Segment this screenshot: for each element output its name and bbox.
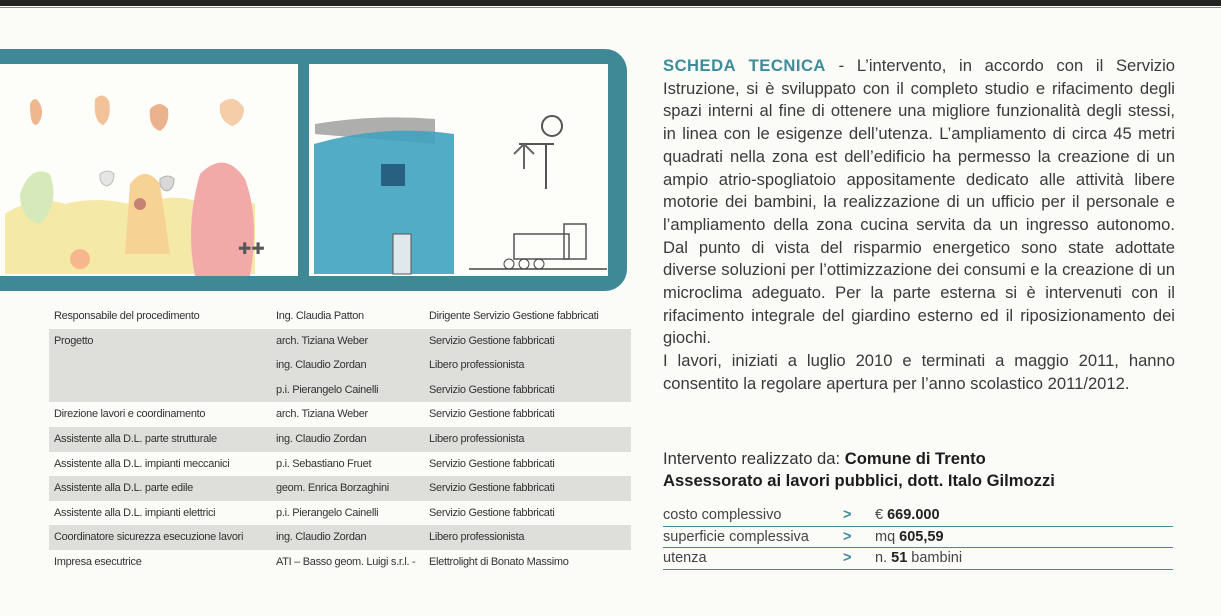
- credit-role: Progetto: [54, 334, 94, 347]
- drawings-frame: [0, 49, 627, 291]
- credit-organization: Servizio Gestione fabbricati: [429, 457, 555, 470]
- stat-label: utenza: [663, 550, 707, 566]
- stat-value: [875, 550, 962, 566]
- realized-by-block: [663, 448, 1183, 492]
- credit-role: Assistente alla D.L. impianti meccanici: [54, 457, 230, 470]
- stat-value-number: 605,59: [899, 528, 944, 545]
- table-row: [49, 550, 631, 575]
- credit-role: Coordinatore sicurezza esecuzione lavori: [54, 531, 244, 544]
- stat-arrow: >: [843, 507, 852, 523]
- stat-value-number: 51: [891, 550, 908, 566]
- credit-name: geom. Enrica Borzaghini: [276, 482, 389, 495]
- stat-value: [875, 529, 944, 545]
- credit-name: arch. Tiziana Weber: [276, 334, 368, 347]
- credit-organization: Libero professionista: [429, 432, 525, 445]
- technical-sheet: [663, 55, 1175, 396]
- credit-name: ing. Claudio Zordan: [276, 432, 367, 445]
- stat-arrow: >: [843, 550, 852, 566]
- credit-role: Direzione lavori e coordinamento: [54, 408, 206, 421]
- credit-organization: Libero professionista: [429, 359, 525, 372]
- stat-value-number: 669.000: [887, 507, 940, 523]
- realized-by-entity: Comune di Trento: [844, 449, 986, 468]
- realized-by-label: Intervento realizzato da:: [663, 449, 845, 468]
- stat-row: [663, 505, 1173, 527]
- credit-role: Impresa esecutrice: [54, 555, 142, 568]
- project-stats: [663, 505, 1173, 570]
- table-row: [49, 402, 631, 427]
- table-row: [49, 525, 631, 550]
- table-row: [49, 452, 631, 477]
- credit-organization: Servizio Gestione fabbricati: [429, 408, 555, 421]
- credit-name: ing. Claudio Zordan: [276, 531, 367, 544]
- table-row: [49, 353, 631, 378]
- credit-name: p.i. Pierangelo Cainelli: [276, 506, 379, 519]
- stat-arrow: >: [843, 528, 852, 545]
- credit-organization: Elettrolight di Bonato Massimo: [429, 555, 569, 568]
- credit-organization: Servizio Gestione fabbricati: [429, 482, 555, 495]
- stat-value: [875, 507, 940, 523]
- credit-organization: Servizio Gestione fabbricati: [429, 506, 555, 519]
- child-drawing-classroom: [0, 64, 298, 276]
- technical-sheet-body: - L’intervento, in accordo con il Servizio Istruzione, si è sviluppato con il completo studio e rifacimento degli spazi interni al fine di ottenere una migliore funzionalità degli stessi, in linea con le esigenze dell’utenza. L’ampliamento di circa 45 metri quadrati nella zona est dell’edificio ha permesso la creazione di un ampio atrio-spogliatoio appositamente dedicato alle attività libere motorie dei bambini, la realizzazione di un ufficio per il personale e l’ampliamento della zona cucina servita da un ingresso autonomo. Dal punto di vista del risparmio energetico sono state adottate diverse soluzioni per l’ottimizzazione dei consumi e la creazione di un microclima adeguato. Per la parte esterna si è intervenuti con il rifacimento integrale del giardino esterno ed il riposizionamento dei giochi.: [663, 56, 1175, 348]
- top-rule: [0, 0, 1221, 6]
- stat-label: superficie complessiva: [663, 528, 809, 545]
- credit-role: Responsabile del procedimento: [54, 310, 200, 322]
- table-row: [49, 304, 631, 329]
- credit-role: Assistente alla D.L. impianti elettrici: [54, 506, 216, 519]
- credit-name: ATI – Basso geom. Luigi s.r.l. -: [276, 555, 416, 568]
- top-rule-thin: [0, 7, 1221, 8]
- table-row: [49, 427, 631, 452]
- credit-organization: Servizio Gestione fabbricati: [429, 383, 555, 396]
- stat-label: costo complessivo: [663, 507, 782, 523]
- child-drawing-school-building: [309, 64, 608, 276]
- credit-organization: Servizio Gestione fabbricati: [429, 334, 555, 347]
- technical-sheet-dates: I lavori, iniziati a luglio 2010 e terminati a maggio 2011, hanno consentito la regolare apertura per l’anno scolastico 2011/2012.: [663, 351, 1175, 393]
- svg-text:✚✚: ✚✚: [238, 239, 265, 258]
- table-row: [49, 476, 631, 501]
- credit-name: Ing. Claudia Patton: [276, 310, 364, 322]
- credit-role: Assistente alla D.L. parte edile: [54, 482, 193, 495]
- credit-role: Assistente alla D.L. parte strutturale: [54, 432, 217, 445]
- credit-name: p.i. Pierangelo Cainelli: [276, 383, 379, 396]
- stat-row: [663, 527, 1173, 549]
- table-row: [49, 501, 631, 526]
- stat-value-suffix: bambini: [907, 550, 963, 566]
- table-row: [49, 378, 631, 403]
- technical-sheet-paragraph: [663, 55, 1175, 350]
- stat-row: [663, 548, 1173, 570]
- table-row: [49, 329, 631, 354]
- credit-name: arch. Tiziana Weber: [276, 408, 368, 421]
- realized-by-office: Assessorato ai lavori pubblici, dott. Italo Gilmozzi: [663, 471, 1055, 490]
- credit-name: p.i. Sebastiano Fruet: [276, 457, 372, 470]
- stat-value-prefix: €: [875, 507, 888, 523]
- credit-name: ing. Claudio Zordan: [276, 359, 367, 372]
- credit-organization: Libero professionista: [429, 531, 525, 544]
- stat-value-prefix: mq: [875, 528, 900, 545]
- stat-value-prefix: n.: [875, 550, 892, 566]
- technical-sheet-title: SCHEDA TECNICA: [663, 56, 826, 75]
- credit-organization: Dirigente Servizio Gestione fabbricati: [429, 310, 599, 322]
- project-credits-table: [49, 304, 631, 575]
